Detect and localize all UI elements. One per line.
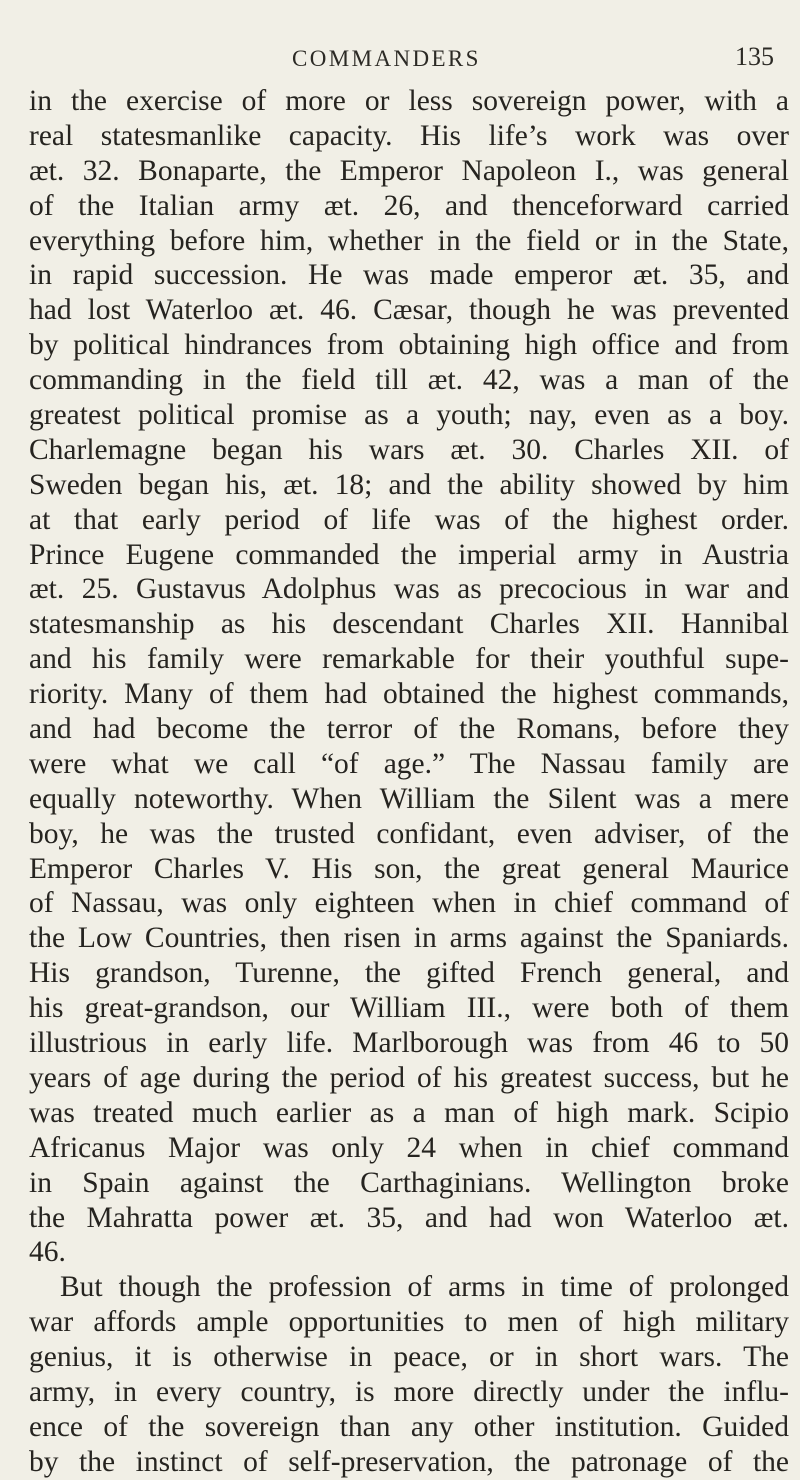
text-line: by political hindrances from obtaining high office and from bbox=[29, 329, 789, 362]
text-line: statesmanship as his descendant Charles XII. Hannibal bbox=[29, 608, 789, 641]
running-head bbox=[0, 42, 800, 78]
text-line: of the Italian army æt. 26, and thenceforward carried bbox=[29, 189, 789, 222]
text-line: in rapid succession. He was made emperor æt. 35, and bbox=[29, 259, 789, 292]
text-line: Emperor Charles V. His son, the great general Maurice bbox=[29, 852, 789, 885]
paragraph-2 bbox=[29, 1270, 789, 1479]
text-line: by the instinct of self-preservation, the patronage of the bbox=[29, 1445, 789, 1478]
text-line: His grandson, Turenne, the gifted French general, and bbox=[29, 957, 789, 990]
text-line: and had become the terror of the Romans, before they bbox=[29, 713, 789, 746]
text-line: Africanus Major was only 24 when in chief command bbox=[29, 1131, 789, 1164]
text-line: equally noteworthy. When William the Silent was a mere bbox=[29, 782, 789, 815]
text-line: illustrious in early life. Marlborough was from 46 to 50 bbox=[29, 1027, 789, 1060]
text-line: Prince Eugene commanded the imperial army in Austria bbox=[29, 538, 789, 571]
text-line: genius, it is otherwise in peace, or in short wars. The bbox=[29, 1341, 789, 1374]
text-line: greatest political promise as a youth; nay, even as a boy. bbox=[29, 399, 789, 432]
text-line: boy, he was the trusted confidant, even adviser, of the bbox=[29, 817, 789, 850]
text-line: the Low Countries, then risen in arms against the Spaniards. bbox=[29, 922, 789, 955]
text-line: everything before him, whether in the field or in the State, bbox=[29, 224, 789, 257]
text-line: of Nassau, was only eighteen when in chief command of bbox=[29, 887, 789, 920]
text-line: was treated much earlier as a man of high mark. Scipio bbox=[29, 1096, 789, 1129]
paragraph-1 bbox=[29, 84, 789, 1270]
text-line: 46. bbox=[29, 1236, 66, 1269]
text-line: real statesmanlike capacity. His life’s work was over bbox=[29, 119, 789, 152]
page-number: 135 bbox=[735, 42, 774, 71]
text-line: were what we call “of age.” The Nassau family are bbox=[29, 747, 789, 780]
body-text bbox=[29, 84, 789, 1480]
text-line: ence of the sovereign than any other institution. Guided bbox=[29, 1410, 789, 1443]
text-line: in the exercise of more or less sovereign power, with a bbox=[29, 85, 789, 117]
text-line: Charlemagne began his wars æt. 30. Charles XII. of bbox=[29, 433, 789, 466]
text-line: riority. Many of them had obtained the highest commands, bbox=[29, 678, 789, 711]
text-line: had lost Waterloo æt. 46. Cæsar, though he was prevented bbox=[29, 294, 789, 327]
text-line: commanding in the field till æt. 42, was a man of the bbox=[29, 364, 789, 397]
text-line: But though the profession of arms in time of prolonged bbox=[60, 1271, 789, 1304]
text-line: and his family were remarkable for their youthful supe- bbox=[29, 643, 789, 676]
text-line: æt. 25. Gustavus Adolphus was as precocious in war and bbox=[29, 573, 789, 606]
running-title: COMMANDERS bbox=[292, 46, 481, 71]
text-line: the Mahratta power æt. 35, and had won Waterloo æt. bbox=[29, 1201, 789, 1234]
text-line: army, in every country, is more directly under the influ- bbox=[29, 1375, 789, 1408]
text-line: his great-grandson, our William III., were both of them bbox=[29, 992, 789, 1025]
text-line: in Spain against the Carthaginians. Wellington broke bbox=[29, 1166, 789, 1199]
text-line: Sweden began his, æt. 18; and the ability showed by him bbox=[29, 468, 789, 501]
text-line: at that early period of life was of the highest order. bbox=[29, 503, 789, 536]
text-line: war affords ample opportunities to men of high military bbox=[29, 1306, 789, 1339]
text-line: years of age during the period of his greatest success, but he bbox=[29, 1061, 789, 1094]
text-line: æt. 32. Bonaparte, the Emperor Napoleon I., was general bbox=[29, 154, 789, 187]
